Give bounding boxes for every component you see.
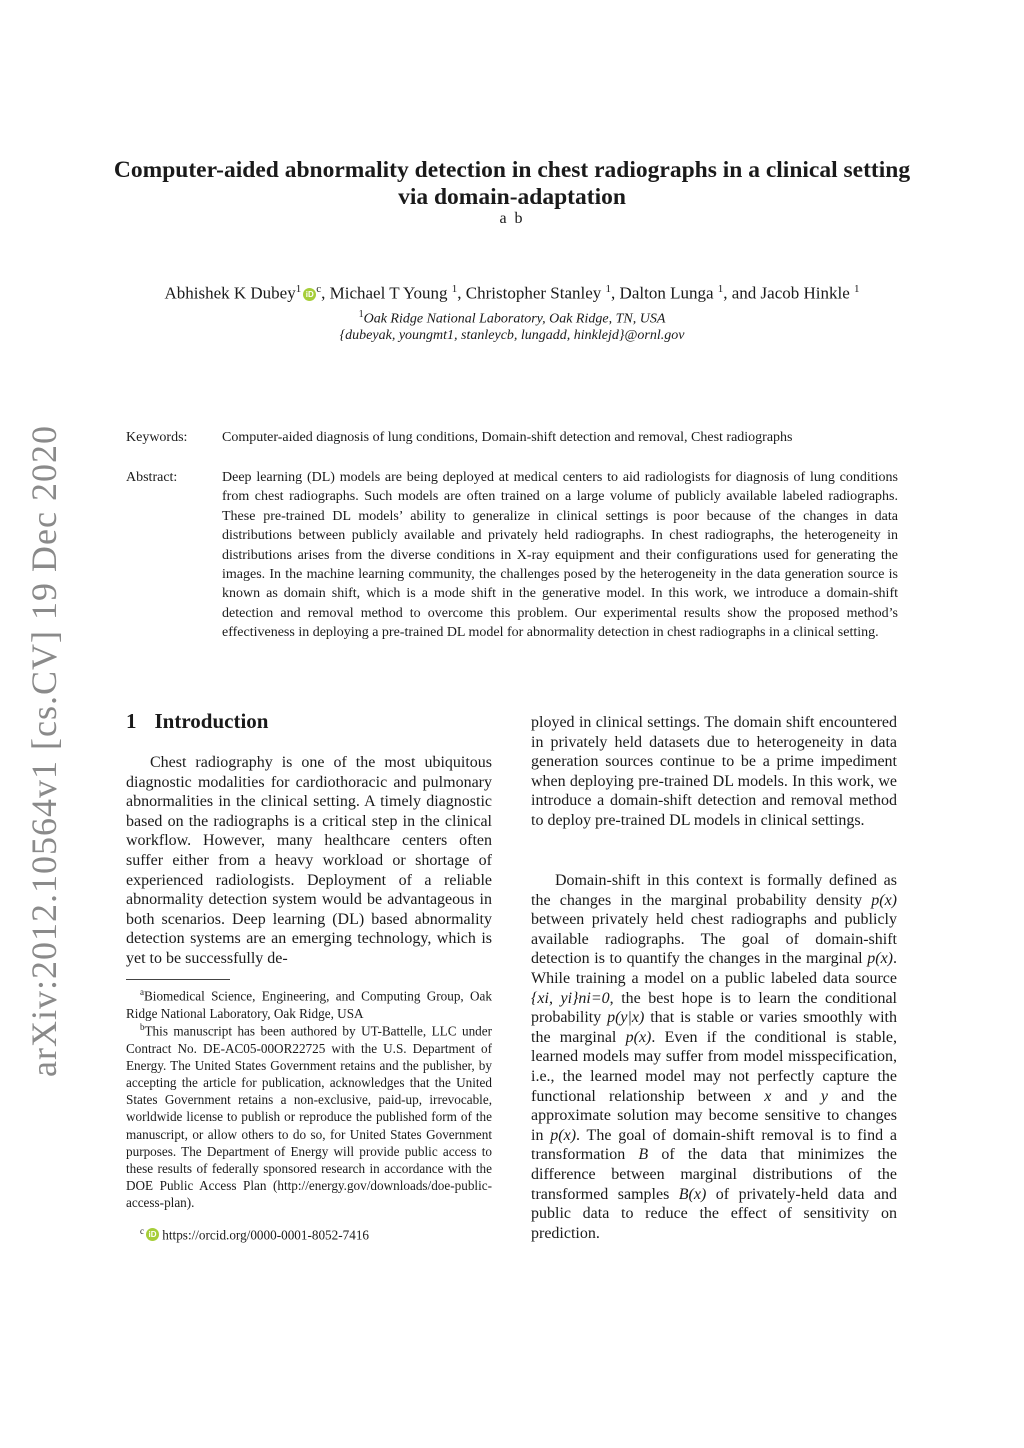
math-inline: {xi, yi}ni=0: [531, 989, 610, 1007]
footnote-divider: [126, 979, 230, 980]
math-inline: p(x): [550, 1126, 577, 1144]
math-inline: B(x): [678, 1185, 707, 1203]
math-inline: p(x): [871, 891, 897, 909]
keywords-text: Computer-aided diagnosis of lung conditions, Domain-shift detection and removal, Chest radiographs: [222, 430, 793, 445]
orcid-icon[interactable]: iD: [146, 1228, 159, 1241]
author-superscript: 1: [451, 283, 458, 295]
affiliation: [110, 309, 914, 328]
author-name: , Dalton Lunga: [611, 283, 718, 303]
footnote-c: [140, 1226, 369, 1243]
arxiv-stamp-text: arXiv:2012.10564v1 [cs.CV] 19 Dec 2020: [24, 425, 64, 1077]
orcid-icon[interactable]: iD: [303, 288, 316, 301]
footnote-text: This manuscript has been authored by UT-Battelle, LLC under Contract No. DE-AC05-00OR22725 with the U.S. Department of Energy. The United States Government retains and the publisher, by accepting the article for publication, acknowledges that the United States Government retains a non-exclusive, paid-up, irrevocable, worldwide license to publish or reproduce the published form of the manuscript, or allow others to do so, for United States Government purposes. The Department of Energy will provide public access to these results of federally sponsored research in accordance with the DOE Public Access Plan (http://energy.gov/downloads/doe-public-access-plan).: [126, 1023, 492, 1211]
intro-paragraph-1-continued: [531, 713, 897, 831]
abstract-label: Abstract:: [126, 470, 178, 485]
footnote-mark: c: [140, 1226, 144, 1236]
math-inline: x: [764, 1087, 772, 1105]
paragraph-text: Domain-shift in this context is formally defined as the changes in the marginal probability density p(x) between privately held chest radiographs and publicly available radiographs. The goal of domain-shift detection is to quantify the changes in the marginal p(x). While training a model on a public labeled data source {xi, yi}ni=0, the best hope is to learn the conditional probability p(y|x) that is stable or varies smoothly with the marginal p(x). Even if the conditional is stable, learned models may suffer from model misspecification, i.e., the learned model may not perfectly capture the functional relationship between x and y and the approximate solution may become sensitive to changes in p(x). The goal of domain-shift removal is to find a transformation B of the data that minimizes the difference between marginal distributions of the transformed samples B(x) of privately-held data and public data to reduce the effect of sensitivity on prediction.: [531, 872, 898, 1242]
keywords-label: Keywords:: [126, 430, 188, 445]
author-superscript: 1: [717, 283, 724, 295]
math-inline: p(x): [867, 950, 893, 968]
math-inline: p(x): [625, 1028, 652, 1046]
intro-paragraph-2: [531, 871, 897, 1243]
math-inline: B: [638, 1146, 649, 1164]
author-superscript: c: [316, 283, 322, 295]
footnote-text: Biomedical Science, Engineering, and Computing Group, Oak Ridge National Laboratory, Oak Ridge, USA: [126, 988, 492, 1021]
paragraph-text: ployed in clinical settings. The domain shift encountered in privately held datasets due to heterogeneity in data generation sources continue to be a prime impediment when deploying pre-trained DL models. In this work, we introduce a domain-shift detection and removal method to deploy pre-trained DL models in clinical settings.: [531, 714, 897, 829]
section-number: 1: [126, 709, 137, 733]
footnote-mark: b: [140, 1022, 145, 1032]
abstract-text: Deep learning (DL) models are being deployed at medical centers to aid radiologists for diagnosis of lung conditions from chest radiographs. Such models are often trained on a large volume of publicly available labeled radiographs. These pre-trained DL models’ ability to generalize in clinical settings is poor because of the changes in data distributions between publicly available and privately held radiographs. In chest radiographs, the heterogeneity in distributions arises from the diverse conditions in X-ray equipment and their configurations used for generating the images. In the machine learning community, the challenges posed by the heterogeneity in the data generation source is known as domain shift, which is a mode shift in the generative model. In this work, we introduce a domain-shift detection and removal method to overcome this problem. Our experimental results show the proposed method’s effectiveness in deploying a pre-trained DL model for abnormality detection in chest radiographs in a clinical setting.: [222, 470, 898, 641]
section-heading: [126, 709, 268, 734]
paper-title: Computer-aided abnormality detection in chest radiographs in a clinical setting via domain-adaptation: [113, 157, 911, 210]
author-name: , Michael T Young: [321, 283, 452, 303]
author-superscript: 1: [295, 283, 302, 295]
affiliation-text: Oak Ridge National Laboratory, Oak Ridge, TN, USA: [363, 311, 666, 327]
intro-paragraph-1: [126, 753, 492, 969]
affiliation-superscript: 1: [358, 309, 364, 320]
author-superscript: 1: [605, 283, 612, 295]
title-footnote-marks: a b: [499, 210, 525, 227]
author-superscript: 1: [854, 283, 860, 295]
math-inline: p(y|x): [607, 1009, 645, 1027]
section-title: Introduction: [154, 709, 269, 733]
author-name: , Christopher Stanley: [457, 283, 606, 303]
author-name: Abhishek K Dubey: [164, 283, 296, 303]
math-inline: y: [820, 1087, 828, 1105]
footnote-b: [126, 1019, 492, 1212]
author-list: [100, 283, 924, 304]
footnote-a: [126, 984, 492, 1022]
author-name: , and Jacob Hinkle: [723, 283, 855, 303]
orcid-link[interactable]: https://orcid.org/0000-0001-8052-7416: [162, 1227, 370, 1243]
author-emails: {dubeyak, youngmt1, stanleycb, lungadd, hinklejd}@ornl.gov: [339, 328, 685, 343]
arxiv-identifier-stamp: [8, 425, 80, 1077]
paragraph-text: Chest radiography is one of the most ubiquitous diagnostic modalities for cardiothoracic and pulmonary abnormalities in the clinical setting. A timely diagnostic based on the radiographs is a critical step in the clinical workflow. However, many healthcare centers often suffer either from a heavy workload or shortage of experienced radiologists. Deployment of a reliable abnormality detection system would be advantageous in both scenarios. Deep learning (DL) based abnormality detection systems are an emerging technology, which is yet to be successfully de-: [126, 754, 492, 967]
footnote-mark: a: [140, 987, 144, 997]
